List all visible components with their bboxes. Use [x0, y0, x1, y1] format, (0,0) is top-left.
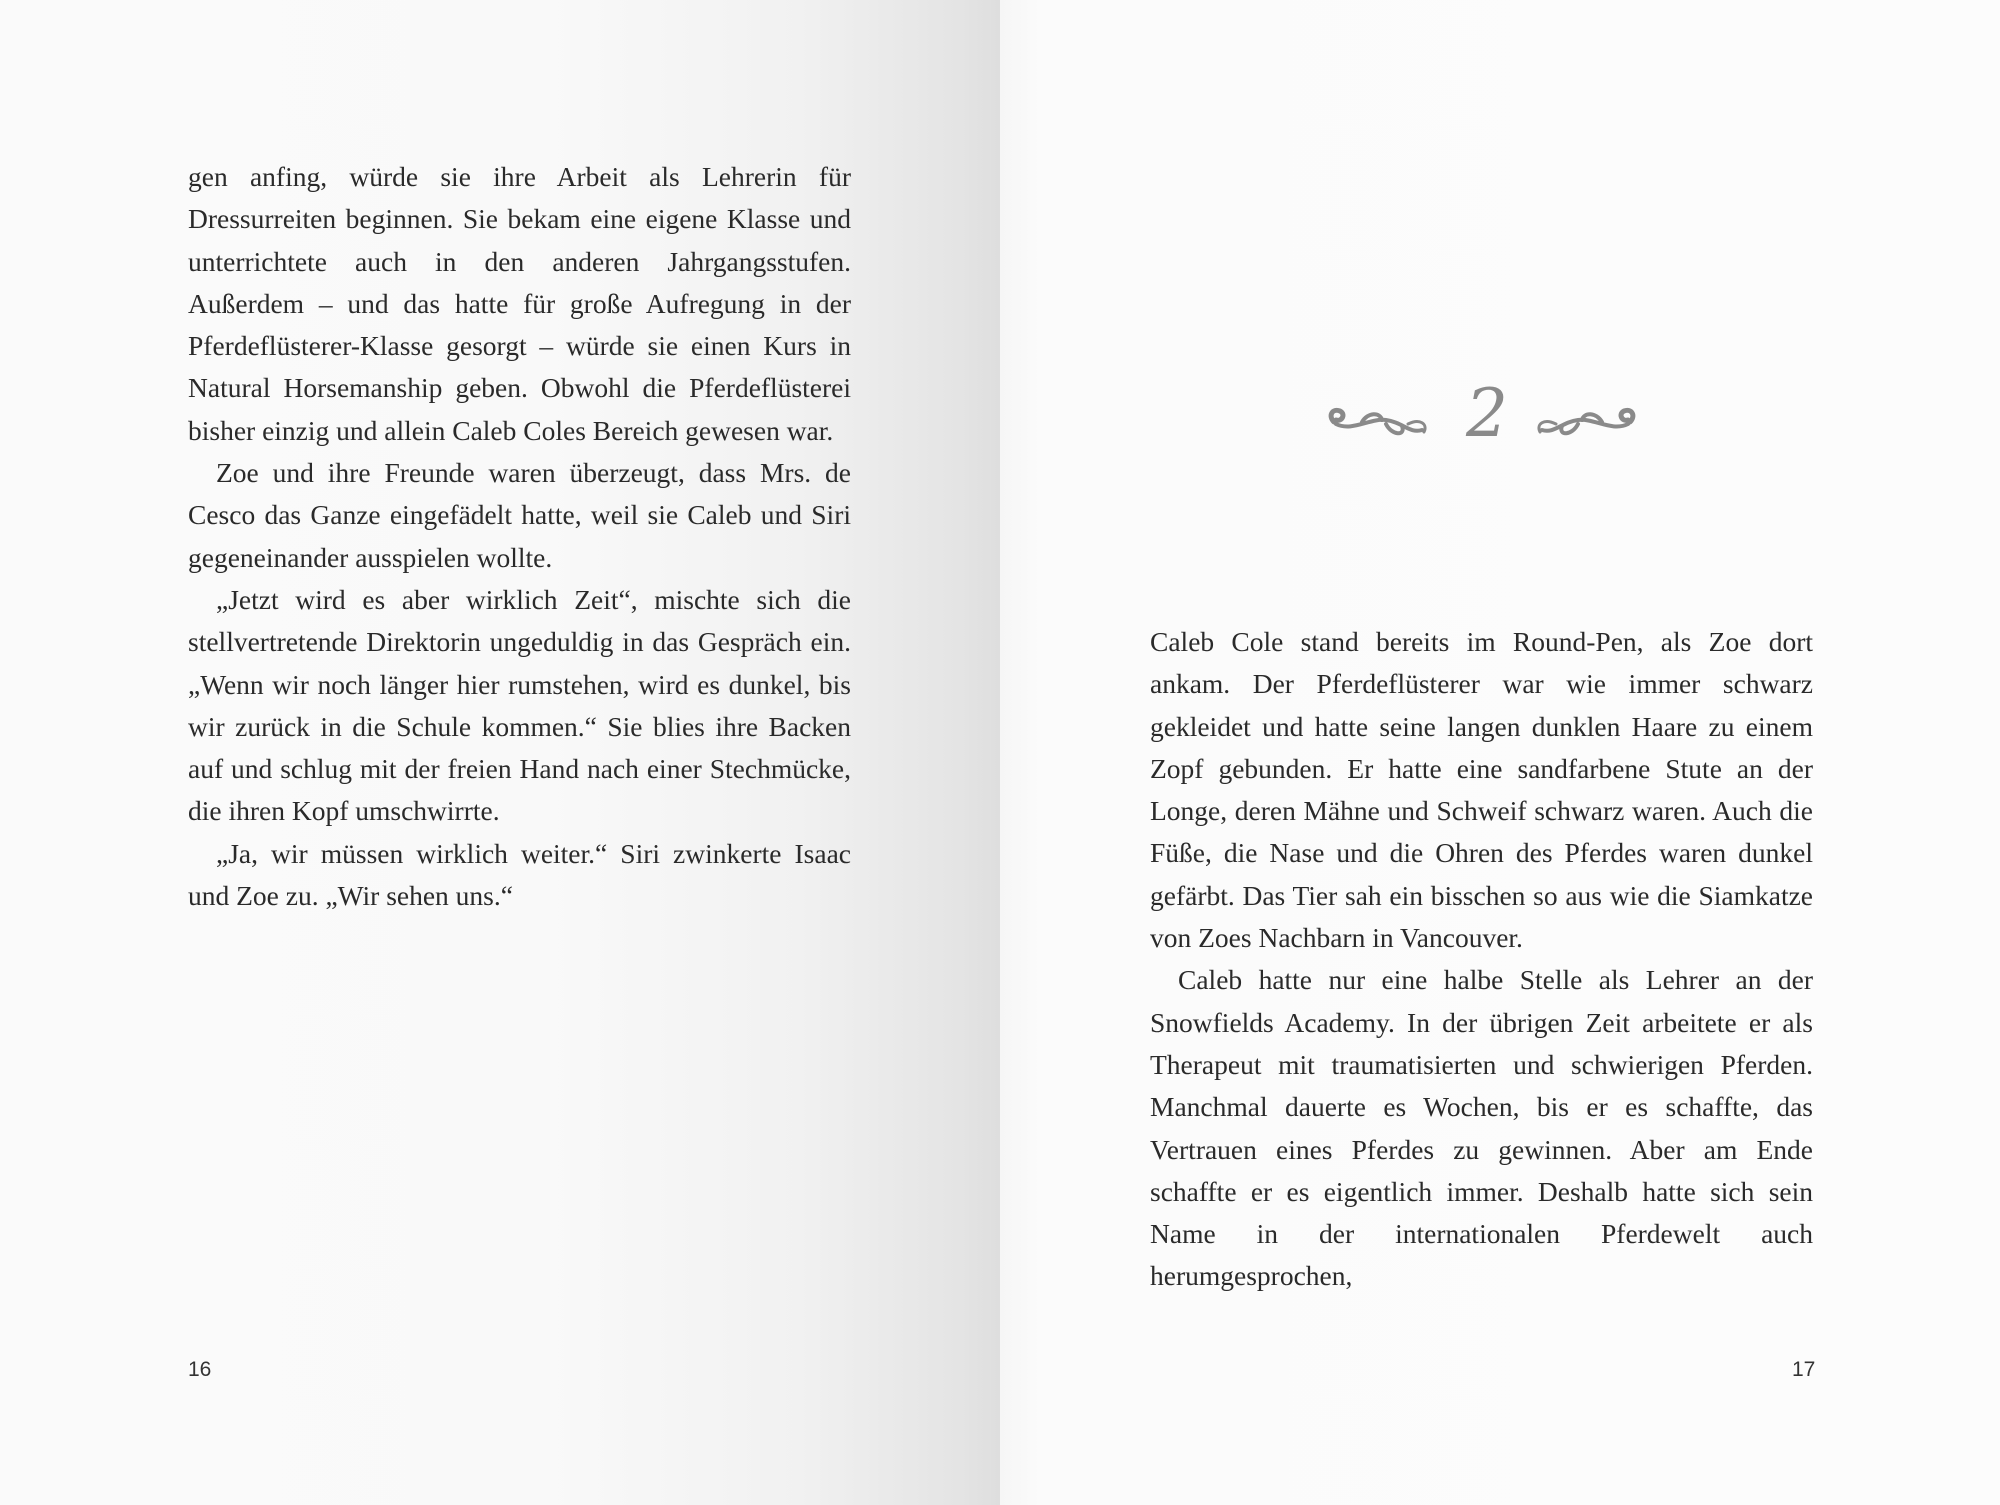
paragraph: Zoe und ihre Freunde waren überzeugt, dass Mrs. de Cesco das Ganze eingefädelt hatte, weil sie Caleb und Siri gegeneinander ausspielen wollte.	[188, 457, 851, 573]
page-number-right: 17	[1792, 1358, 1816, 1381]
page-number-left: 16	[188, 1358, 212, 1381]
paragraph: „Jetzt wird es aber wirklich Zeit“, mischte sich die stellvertretende Direktorin ungeduldig in das Gespräch ein. „Wenn wir noch länger hier rumstehen, wird es dunkel, bis wir zurück in die Schule kommen.“ Sie blies ihre Backen auf und schlug mit der freien Hand nach einer Stechmücke, die ihren Kopf umschwirrte.	[188, 583, 851, 827]
paragraph: gen anfing, würde sie ihre Arbeit als Lehrerin für Dressurreiten beginnen. Sie bekam eine eigene Klasse und unterrichtete auch in den anderen Jahrgangsstufen. Außerdem – und das hatte für große Aufregung in der Pferdeflüsterer-Klasse gesorgt – würde sie einen Kurs in Natural Horsemanship geben. Obwohl die Pferdeflüsterei bisher einzig und allein Caleb Coles Bereich gewesen war.	[188, 161, 851, 446]
right-page-body	[1150, 621, 1813, 1298]
chapter-number: 2	[1466, 375, 1508, 452]
paragraph: Caleb hatte nur eine halbe Stelle als Lehrer an der Snowfields Academy. In der übrigen Zeit arbeitete er als Therapeut mit traumatisierten und schwierigen Pferden. Manchmal dauerte es Wochen, bis er es schaffte, das Vertrauen eines Pferdes zu gewinnen. Aber am Ende schaffte er es eigentlich immer. Deshalb hatte sich sein Name in der internationalen Pferdewelt auch herumgesprochen,	[1150, 964, 1813, 1292]
chapter-heading	[1322, 375, 1642, 460]
flourish-right-icon	[1532, 402, 1642, 442]
left-page-body	[188, 156, 851, 917]
flourish-left-icon	[1322, 402, 1432, 442]
paragraph: „Ja, wir müssen wirklich weiter.“ Siri zwinkerte Isaac und Zoe zu. „Wir sehen uns.“	[188, 837, 851, 912]
paragraph: Caleb Cole stand bereits im Round-Pen, als Zoe dort ankam. Der Pferdeflüsterer war wie immer schwarz gekleidet und hatte seine langen dunklen Haare zu einem Zopf gebunden. Er hatte eine sandfarbene Stute an der Longe, deren Mähne und Schweif schwarz waren. Auch die Füße, die Nase und die Ohren des Pferdes waren dunkel gefärbt. Das Tier sah ein bisschen so aus wie die Siamkatze von Zoes Nachbarn in Vancouver.	[1150, 626, 1813, 954]
